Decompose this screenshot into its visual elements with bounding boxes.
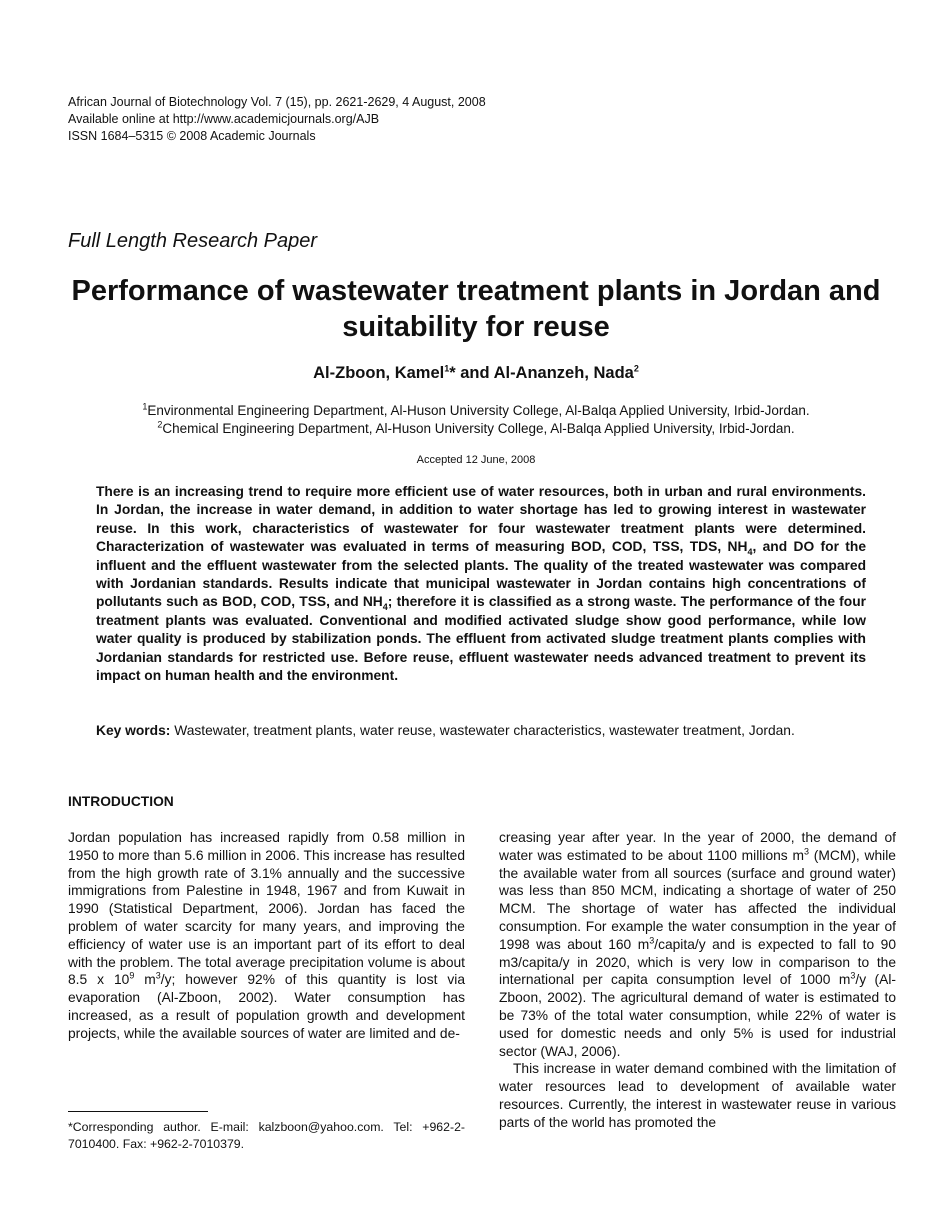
footnote-rule (68, 1111, 208, 1112)
superscript: 3 (649, 935, 655, 946)
intro-text: /y; however 92% of this quantity is lost via evaporation (Al-Zboon, 2002). Water consumption has increased, as a result of population growth and development projects, while the available sources of water are limited and de- (68, 972, 465, 1041)
accepted-date: Accepted 12 June, 2008 (416, 454, 536, 466)
superscript: 9 (129, 970, 135, 981)
affiliation-2-text: Chemical Engineering Department, Al-Huson University College, Al-Balqa Applied University, Irbid-Jordan. (162, 421, 795, 436)
affiliation-1-num: 1 (142, 401, 148, 412)
superscript: 3 (803, 846, 809, 857)
corresponding-mark: * (449, 364, 456, 382)
affiliation-2-num: 2 (157, 419, 163, 430)
paper-type: Full Length Research Paper (68, 230, 318, 252)
superscript: 3 (155, 970, 161, 981)
journal-citation: African Journal of Biotechnology Vol. 7 (15), pp. 2621-2629, 4 August, 2008 (68, 95, 486, 109)
journal-availability: Available online at http://www.academicjournals.org/AJB (68, 112, 380, 126)
journal-issn: ISSN 1684–5315 © 2008 Academic Journals (68, 129, 316, 143)
intro-text: Jordan population has increased rapidly from 0.58 million in 1950 to more than 5.6 million in 2006. This increase has resulted from the high growth rate of 3.1% annually and the successive immigrations from Palestine in 1948, 1967 and from Kuwait in 1990 (Statistical Department, 2006). Jordan has faced the problem of water scarcity for many years, and improving the efficiency of water use is an important part of its effort to deal with the problem. The total average precipitation volume is about 8.5 x 10 (68, 830, 465, 988)
keywords-text: Wastewater, treatment plants, water reuse, wastewater characteristics, wastewater treatment, Jordan. (170, 723, 795, 738)
author-1: Al-Zboon, Kamel (313, 364, 445, 382)
author-line (0, 364, 952, 383)
superscript: 3 (850, 970, 856, 981)
abstract-sub-1: 4 (747, 546, 753, 557)
journal-header (68, 94, 486, 145)
intro-text: m (134, 972, 156, 988)
abstract (96, 483, 866, 685)
author-1-affil-num: 1 (444, 363, 450, 374)
abstract-sub-2: 4 (382, 602, 388, 613)
corresponding-author-footnote: *Corresponding author. E-mail: kalzboon@yahoo.com. Tel: +962-2-7010400. Fax: +962-2-7010379. (68, 1120, 465, 1151)
abstract-text-3: ; therefore it is classified as a strong waste. The performance of the four treatment plants was evaluated. Conventional and modified activated sludge show good performance, while low water quality is produced by stabilization ponds. The effluent from activated sludge treatment plants complies with Jordanian standards for restricted use. Before reuse, effluent wastewater needs advanced treatment to prevent its impact on human health and the environment. (96, 594, 867, 684)
abstract-text-1: There is an increasing trend to require more efficient use of water resources, both in urban and rural environments. In Jordan, the increase in water demand, in addition to water shortage has led to growing interest in wastewater reuse. In this work, characteristics of wastewater for four wastewater treatment plants were determined. Characterization of wastewater was evaluated in terms of measuring BOD, COD, TSS, TDS, NH (96, 484, 866, 555)
column-right (499, 829, 896, 1132)
affiliation-1-text: Environmental Engineering Department, Al-Huson University College, Al-Balqa Applied University, Irbid-Jordan. (147, 403, 810, 418)
intro-paragraph-1 (68, 829, 465, 1043)
column-left (68, 829, 465, 1043)
author-conjunction: and (455, 364, 494, 382)
intro-text: /y (Al-Zboon, 2002). The agricultural demand of water is estimated to be 73% of the total water consumption, while 22% of water is used for domestic needs and only 5% is used for industrial sector (WAJ, 2006). (499, 972, 896, 1059)
intro-text: (MCM), while the available water from all sources (surface and ground water) was less than 850 MCM, indicating a shortage of water of 250 MCM. The shortage of water has affected the individual consumption. For example the water consumption in the year of 1998 was about 160 m (499, 847, 896, 952)
paper-title: Performance of wastewater treatment plants in Jordan and suitability for reuse (71, 275, 881, 343)
intro-paragraph-2: This increase in water demand combined with the limitation of water resources lead to development of available water resources. Currently, the interest in wastewater reuse in various parts of the world has promoted the (499, 1061, 896, 1130)
keywords-label: Key words: (96, 723, 171, 738)
affiliation-1 (0, 402, 952, 420)
intro-paragraph-1-cont (499, 829, 896, 1060)
section-heading-introduction: INTRODUCTION (68, 794, 174, 809)
abstract-text-2: , and DO for the influent and the effluent wastewater from the selected plants. The quality of the treated wastewater was compared with Jordanian standards. Results indicate that municipal wastewater in Jordan contains high concentrations of pollutants such as BOD, COD, TSS, and NH (96, 539, 866, 610)
keywords (96, 722, 866, 740)
intro-text: /capita/y and is expected to fall to 90 m3/capita/y in 2020, which is very low in comparison to the international per capita consumption level of 1000 m (499, 936, 896, 988)
affiliation-2 (0, 420, 952, 438)
affiliations (0, 402, 952, 438)
author-2: Al-Ananzeh, Nada (493, 364, 634, 382)
author-2-affil-num: 2 (633, 363, 639, 374)
intro-text: creasing year after year. In the year of 2000, the demand of water was estimated to be about 1100 millions m (499, 830, 896, 863)
